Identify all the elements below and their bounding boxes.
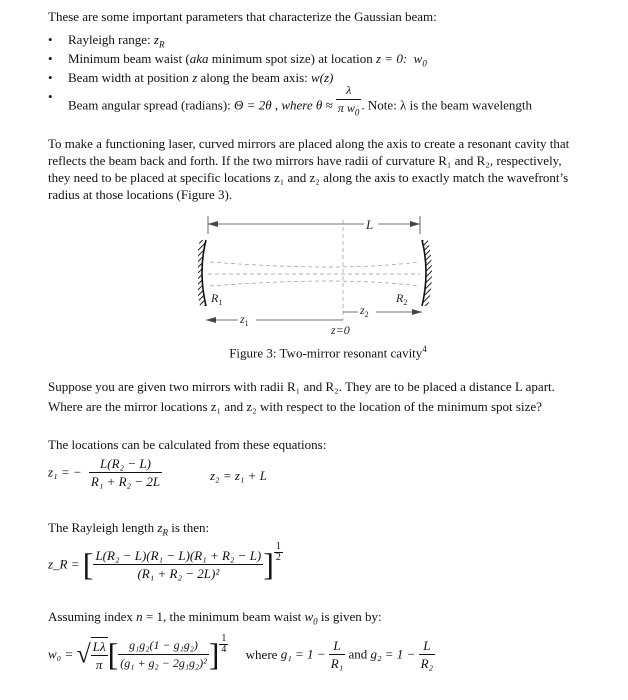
- cavity-figure: [198, 210, 448, 338]
- list-item: • Rayleigh range: $z_R$: [48, 31, 628, 50]
- rayleigh-symbol: $z_R$: [153, 32, 165, 50]
- equation-waist: w₀ = √ $\frac{L\lambda}{\pi}$ [ $\frac{\text{g₁g₂(1 − g₁g₂)}}{\text{(g₁ + g₂ − 2g₁g₂)²}}$ ] $\frac{1}{4}$ where g₁ = 1 − $\frac{L}{\text{R₁}}$ and g₂ = 1 − $\frac{L}{\text{R₂}}$: [48, 633, 434, 672]
- label-R1: $R_1$: [211, 291, 223, 307]
- equations-intro: The locations can be calculated from these equations:: [48, 437, 327, 452]
- parameter-list: [48, 31, 628, 118]
- cavity-paragraph: To make a functioning laser, curved mirrors are placed along the axis to create a resonant cavity that reflects the beam back and forth. If the two mirrors have radii of curvature R₁ and R₂, respectively, they need to be placed at specific locations z₁ and z₂ along the axis to exactly match the wavefront’s radius at those locations (Figure 3).: [48, 136, 570, 202]
- list-item: • Beam angular spread (radians): Θ = 2θ , where θ ≈ $\frac{\lambda}{\pi w_0}$ . Note: λ is the beam wavelength: [48, 88, 628, 118]
- waist-intro: Assuming index n = 1, the minimum beam waist $w_0$ is given by:: [48, 609, 382, 627]
- label-R2: $R_2$: [396, 291, 408, 307]
- waist-symbol: $w_0$: [413, 51, 427, 69]
- beam-edge-top: [210, 262, 418, 267]
- label-L: L: [366, 217, 374, 232]
- intro-text: These are some important parameters that characterize the Gaussian beam:: [48, 9, 437, 24]
- list-item: • Minimum beam waist (aka minimum spot size) at location z = 0: $w_0$: [48, 50, 628, 69]
- label-z2: $z_2$: [360, 303, 369, 319]
- equation-rayleigh: z_R = [ $\frac{\text{L(R₂ − L)(R₁ − L)(R₁ + R₂ − L)}}{\text{(R₁ + R₂ − 2L)²}}$ ] $\frac{1}{2}$: [48, 541, 281, 582]
- list-item: • Beam width at position z along the beam axis: w(z): [48, 69, 628, 88]
- beam-edge-bottom: [210, 281, 418, 286]
- equation-z2: z₂ = z₁ + L: [210, 468, 267, 483]
- rayleigh-intro: The Rayleigh length $z_R$ is then:: [48, 520, 210, 538]
- spread-fraction: $\frac{\lambda}{\pi w_0}$: [337, 83, 360, 118]
- figure-caption: Figure 3: Two-mirror resonant cavity$^4$: [229, 344, 427, 361]
- label-z0: z=0: [331, 323, 350, 337]
- label-z1: $z_1$: [240, 312, 249, 328]
- equation-z1: z₁ = − $\frac{\text{L(R₂ − L)}}{\text{R₁ + R₂ − 2L}}$: [48, 456, 161, 489]
- question-paragraph: Suppose you are given two mirrors with radii R₁ and R₂. They are to be placed a distance L apart. Where are the mirror locations z₁ and z₂ with respect to the location of the minimum spot size?: [48, 379, 555, 414]
